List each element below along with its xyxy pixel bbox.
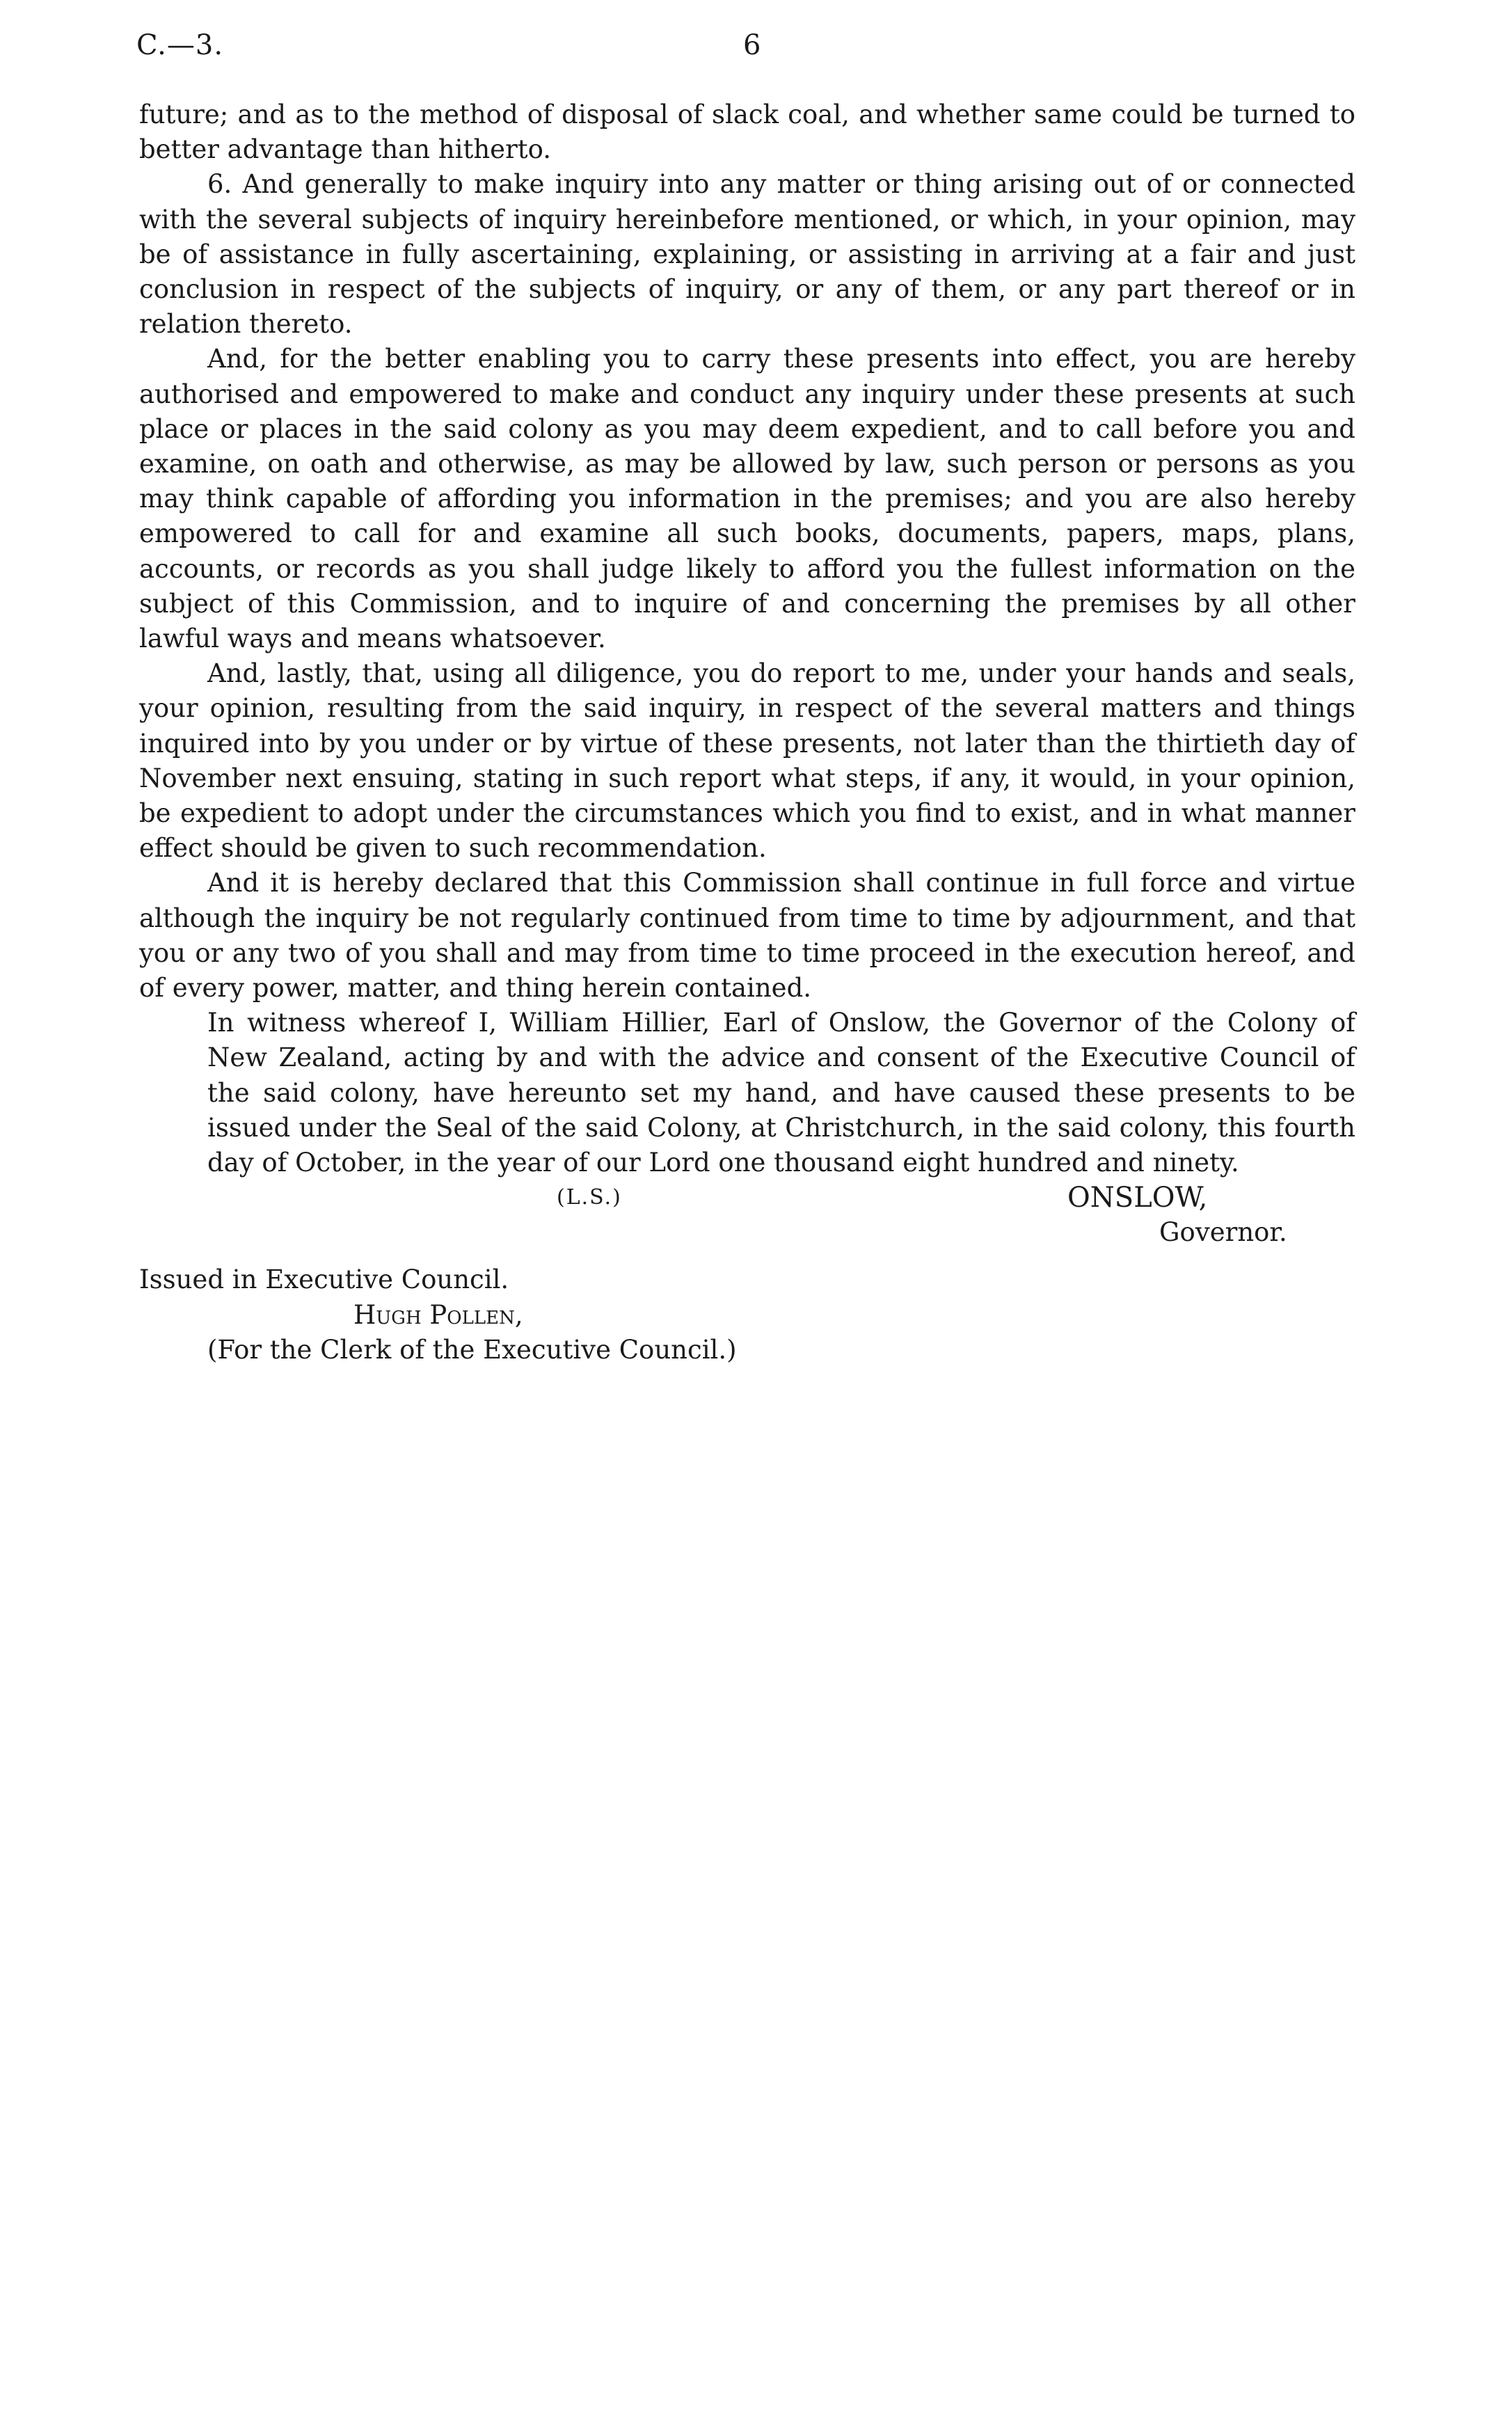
paragraph-report-instruction: And, lastly, that, using all diligence, you do report to me, under your hands and seals, your opinion, resulting from the said inquiry, in respect of the several matters and things inquired into by you under or by virtue of these presents, not later than the thirtieth day of November next ensuing, stating in such report what steps, if any, it would, in your opinion, be expedient to adopt under the circumstances which you find to exist, and in what manner effect should be given to such recommendation. <box>139 658 1355 864</box>
governor-signature: ONSLOW, <box>1067 1182 1208 1214</box>
clerk-role: (For the Clerk of the Executive Council.) <box>207 1334 737 1365</box>
document-reference: C.—3. <box>136 29 224 61</box>
governor-title: Governor. <box>1159 1217 1287 1248</box>
paragraph-declaration: And it is hereby declared that this Commission shall continue in full force and virtue although the inquiry be not regularly continued from time to time by adjournment, and that you or any two of you shall and may from time to time proceed in the execution hereof, and of every power, matter, and thing herein contained. <box>139 868 1355 1004</box>
seal-mark: (L.S.) <box>557 1185 622 1210</box>
page-number: 6 <box>743 29 761 61</box>
clerk-signatory: Hugh Pollen, <box>353 1299 523 1330</box>
signature-block <box>139 1180 1355 1250</box>
paragraph-authorisation: And, for the better enabling you to carry these presents into effect, you are hereby authorised and empowered to make and conduct any inquiry under these presents at such place or places in the said colony as you may deem expedient, and to call before you and examine, on oath and otherwise, as may be allowed by law, such person or persons as you may think capable of affording you information in the premises; and you are also hereby empowered to call for and examine all such books, documents, papers, maps, plans, accounts, or records as you shall judge likely to afford you the fullest information on the subject of this Commission, and to inquire of and concerning the premises by all other lawful ways and means whatsoever. <box>139 344 1355 654</box>
paragraph-continuation: future; and as to the method of disposal of slack coal, and whether same could be turned to better advantage than hitherto. <box>139 100 1355 165</box>
document-body <box>139 97 1355 1368</box>
issued-line: Issued in Executive Council. <box>139 1265 509 1295</box>
paragraph-clause-6: 6. And generally to make inquiry into any matter or thing arising out of or connected with the several subjects of inquiry hereinbefore mentioned, or which, in your opinion, may be of assistance in fully ascertaining, explaining, or assisting in arriving at a fair and just conclusion in respect of the subjects of inquiry, or any of them, or any part thereof or in relation thereto. <box>139 169 1355 340</box>
witness-clause: In witness whereof I, William Hillier, Earl of Onslow, the Governor of the Colony of New Zealand, acting by and with the advice and consent of the Executive Council of the said colony, have hereunto set my hand, and have caused these presents to be issued under the Seal of the said Colony, at Christchurch, in the said colony, this fourth day of October, in the year of our Lord one thousand eight hundred and ninety. <box>207 1008 1355 1178</box>
